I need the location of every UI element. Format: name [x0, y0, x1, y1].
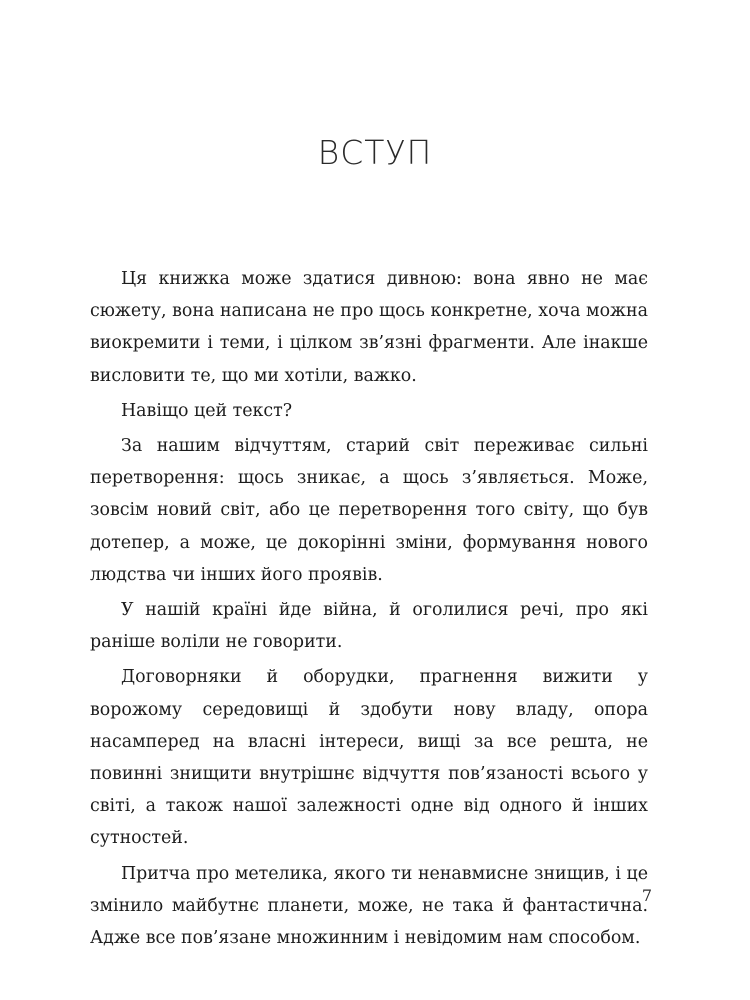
chapter-title: ВСТУП — [317, 133, 433, 172]
paragraph-2: Навіщо цей текст? — [121, 400, 293, 421]
paragraph-5: Договорняки й оборудки, прагнення вижити у ворожому середовищі й здобути нову владу, опора насамперед на власні інтереси, вищі за все решта, не повинні знищити внутрішнє відчуття пов’язаності всього у світі, а також нашої залежності одне від одного й інших сутностей. — [90, 667, 648, 849]
chapter-body — [90, 263, 648, 954]
paragraph-4: У нашій країні йде війна, й оголилися речі, про які раніше воліли не говорити. — [90, 600, 648, 653]
paragraph-6: Притча про метелика, якого ти ненавмисне знищив, і це змінило майбутнє планети, може, не така й фантастична. Адже все пов’язане множинним і невідомим нам способом. — [90, 863, 648, 949]
paragraph-1: Ця книжка може здатися дивною: вона явно не має сюжету, вона написана не про щось конкретне, хоча можна виокремити і теми, і цілком зв’язні фрагменти. Але інакше висловити те, що ми хотіли, важко. — [90, 269, 648, 386]
paragraph-3: За нашим відчуттям, старий світ переживає сильні перетворення: щось зникає, а щось з’являється. Може, зовсім новий світ, або це перетворення того світу, що був дотепер, а може, це докорінні зміни, формування нового людства чи інших його проявів. — [90, 436, 648, 585]
page-number: 7 — [641, 886, 652, 905]
